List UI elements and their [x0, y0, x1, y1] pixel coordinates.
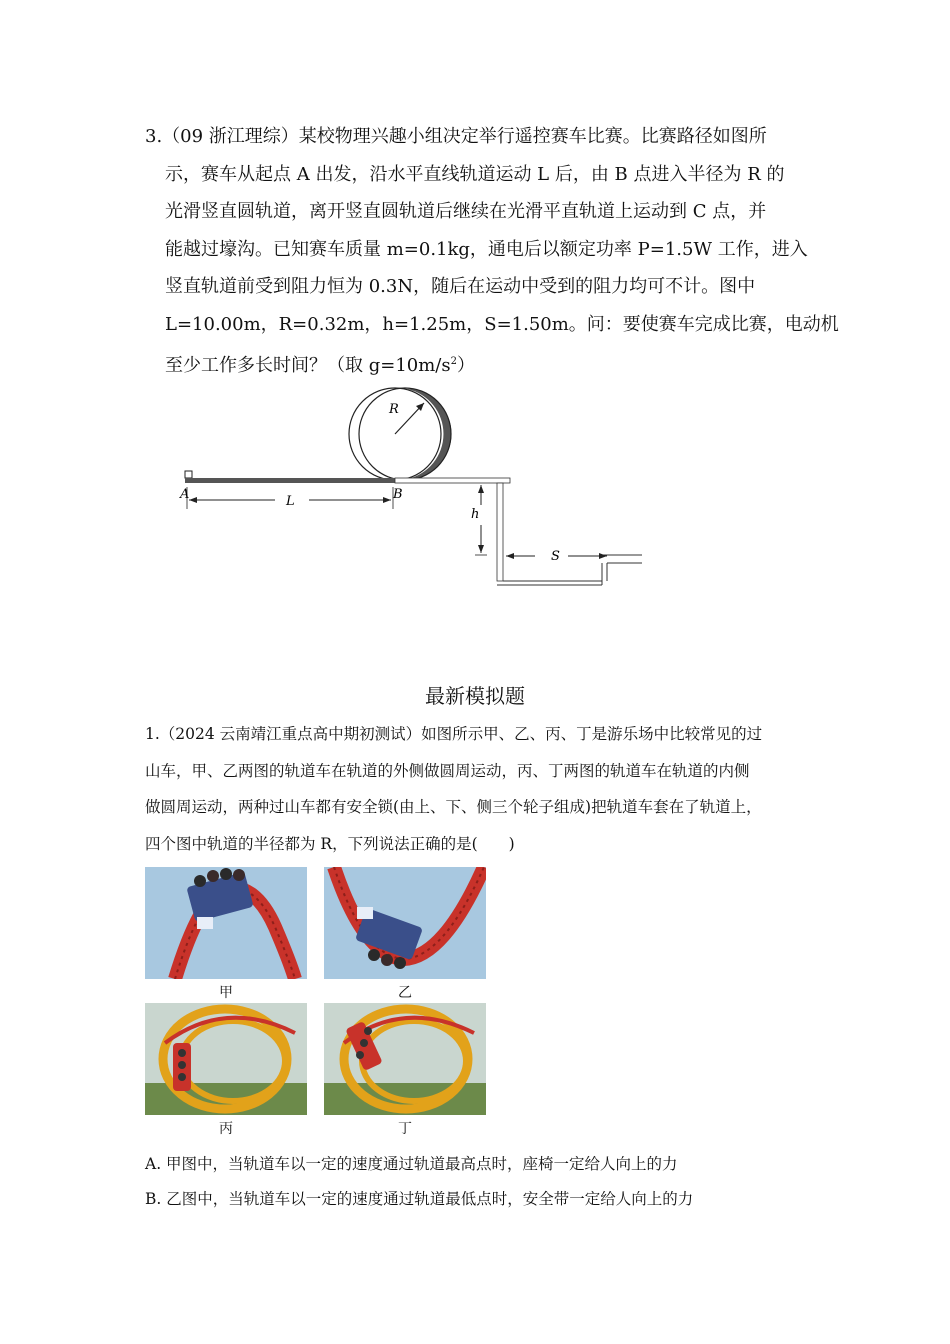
track-bc — [395, 478, 510, 483]
label-L: L — [286, 494, 295, 509]
problem-3-last-text: 至少工作多长时间？（取 g=10m/s — [165, 355, 451, 376]
photo-ding — [324, 1003, 486, 1115]
label-S: S — [551, 549, 560, 564]
problem-1-line: 1.（2024 云南靖江重点高中期初测试）如图所示甲、乙、丙、丁是游乐场中比较常见的过 — [145, 725, 763, 743]
caption-ding: 丁 — [398, 1121, 412, 1137]
track-diagram — [175, 385, 655, 599]
caption-jia: 甲 — [219, 985, 233, 1001]
label-h: h — [471, 507, 480, 522]
label-R: R — [389, 402, 399, 417]
problem-1-line: 做圆周运动，两种过山车都有安全锁(由上、下、侧三个轮子组成)把轨道车套在了轨道上， — [145, 798, 762, 816]
coaster-inside-loop-image — [145, 1003, 307, 1115]
s-arrowhead-left — [506, 553, 514, 559]
problem-3-line: 光滑竖直圆轨道，离开竖直圆轨道后继续在光滑平直轨道上运动到 C 点，并 — [165, 201, 767, 222]
ditch-wall — [497, 483, 503, 581]
caption-yi: 乙 — [398, 985, 412, 1001]
track-diagram-svg — [175, 385, 655, 595]
problem-3-line: 能越过壕沟。已知赛车质量 m=0.1kg，通电后以额定功率 P=1.5W 工作，进入 — [165, 238, 808, 260]
photo-jia — [145, 867, 307, 979]
problem-1-line: 山车，甲、乙两图的轨道车在轨道的外侧做圆周运动，丙、丁两图的轨道车在轨道的内侧 — [145, 761, 750, 780]
label-A: A — [180, 487, 190, 502]
problem-3-last-end: ） — [456, 355, 475, 376]
loop-outer-circle — [359, 388, 451, 480]
problem-3-line: 3.（09 浙江理综）某校物理兴趣小组决定举行遥控赛车比赛。比赛路径如图所 — [145, 126, 767, 147]
label-B: B — [393, 487, 403, 502]
option-a: A. 甲图中，当轨道车以一定的速度通过轨道最高点时，座椅一定给人向上的力 — [145, 1155, 678, 1173]
h-arrowhead-bottom — [478, 545, 484, 553]
photo-yi — [324, 867, 486, 979]
l-arrowhead-right — [383, 497, 391, 503]
coaster-outside-top-image — [145, 867, 307, 979]
s-arrowhead-right — [599, 553, 607, 559]
track-ab — [185, 478, 395, 483]
problem-3-line: 示，赛车从起点 A 出发，沿水平直线轨道运动 L 后，由 B 点进入半径为 R 的 — [165, 163, 785, 185]
photo-bing — [145, 1003, 307, 1115]
problem-3 — [145, 118, 839, 385]
superscript-2: 2 — [450, 356, 457, 367]
section-title: 最新模拟题 — [425, 684, 525, 708]
problem-1 — [145, 716, 815, 862]
start-marker — [185, 471, 192, 478]
h-arrowhead-top — [478, 485, 484, 493]
option-b: B. 乙图中，当轨道车以一定的速度通过轨道最低点时，安全带一定给人向上的力 — [145, 1190, 694, 1208]
problem-1-line: 四个图中轨道的半径都为 R，下列说法正确的是( ) — [145, 834, 515, 853]
problem-3-line: L=10.00m，R=0.32m，h=1.25m，S=1.50m。问：要使赛车完成比赛，电动机 — [165, 313, 839, 335]
l-arrowhead-left — [189, 497, 197, 503]
coaster-inside-loop-image-2 — [324, 1003, 486, 1115]
coaster-outside-bottom-image — [324, 867, 486, 979]
caption-bing: 丙 — [219, 1121, 233, 1137]
problem-3-line-last — [145, 343, 810, 385]
problem-3-line: 竖直轨道前受到阻力恒为 0.3N，随后在运动中受到的阻力均可不计。图中 — [165, 276, 756, 297]
